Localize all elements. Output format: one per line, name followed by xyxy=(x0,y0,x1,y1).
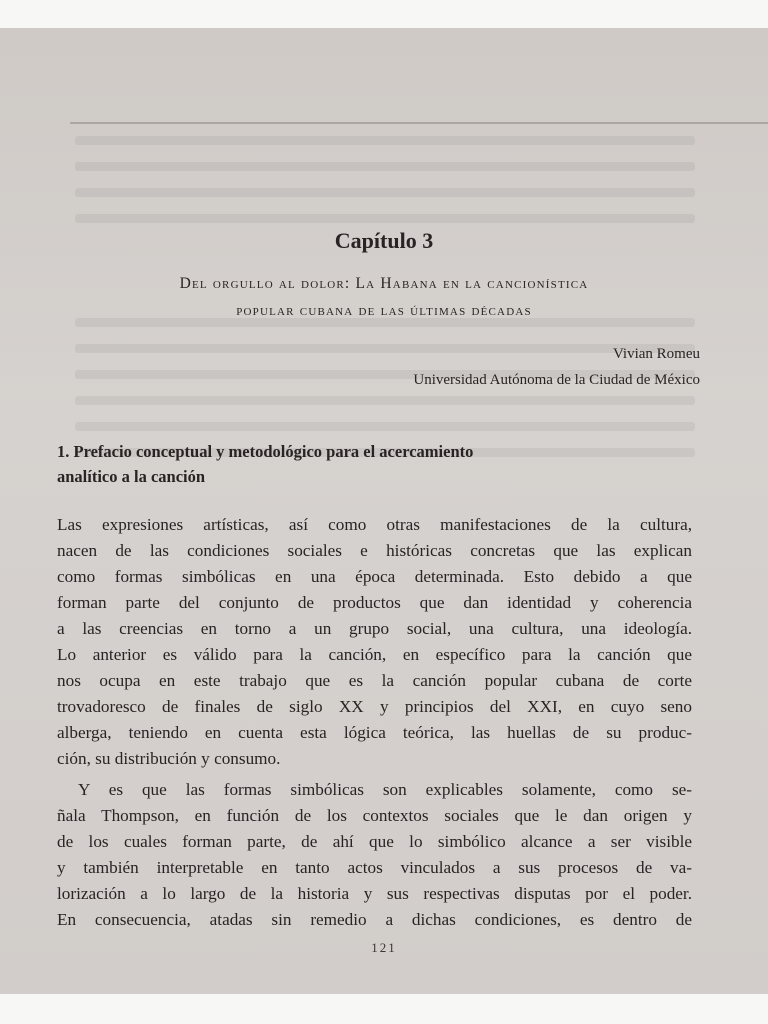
body-line: a las creencias en torno a un grupo social, una cultura, una ideología. xyxy=(57,619,692,638)
author-affiliation: Universidad Autónoma de la Ciudad de México xyxy=(413,372,700,388)
body-line: alberga, teniendo en cuenta esta lógica teórica, las huellas de su produc- xyxy=(57,723,692,742)
body-line: Las expresiones artísticas, así como otras manifestaciones de la cultura, xyxy=(57,515,692,534)
body-line: ñala Thompson, en función de los contextos sociales que le dan origen y xyxy=(57,806,692,825)
body-line: ción, su distribución y consumo. xyxy=(57,749,281,768)
author-name: Vivian Romeu xyxy=(612,346,700,362)
body-line: trovadoresco de finales de siglo XX y principios del XXI, en cuyo seno xyxy=(57,697,692,716)
chapter-title: Capítulo 3 xyxy=(334,228,434,253)
body-line: de los cuales forman parte, de ahí que lo simbólico alcance a ser visible xyxy=(57,832,692,851)
body-line: Lo anterior es válido para la canción, en específico para la canción que xyxy=(57,645,692,664)
body-line: forman parte del conjunto de productos que dan identidad y coherencia xyxy=(57,593,692,612)
body-line: nacen de las condiciones sociales e históricas concretas que las explican xyxy=(57,541,692,560)
page-number: 121 xyxy=(371,940,397,955)
page-content xyxy=(0,28,768,994)
body-line: y también interpretable en tanto actos vinculados a sus procesos de va- xyxy=(57,858,692,877)
chapter-subtitle-line-1: Del orgullo al dolor: La Habana en la cancionística xyxy=(179,275,589,292)
section-heading-line-1: 1. Prefacio conceptual y metodológico para el acercamiento xyxy=(57,442,474,461)
book-page xyxy=(0,28,768,994)
body-line: Y es que las formas simbólicas son explicables solamente, como se- xyxy=(78,780,692,799)
body-line: nos ocupa en este trabajo que es la canción popular cubana de corte xyxy=(57,671,692,690)
body-line: como formas simbólicas en una época determinada. Esto debido a que xyxy=(57,567,692,586)
body-line: En consecuencia, atadas sin remedio a dichas condiciones, es dentro de xyxy=(57,910,692,929)
body-line: lorización a lo largo de la historia y sus respectivas disputas por el poder. xyxy=(57,884,692,903)
chapter-subtitle-line-2: popular cubana de las últimas décadas xyxy=(236,302,532,319)
section-heading-line-2: analítico a la canción xyxy=(57,467,206,486)
